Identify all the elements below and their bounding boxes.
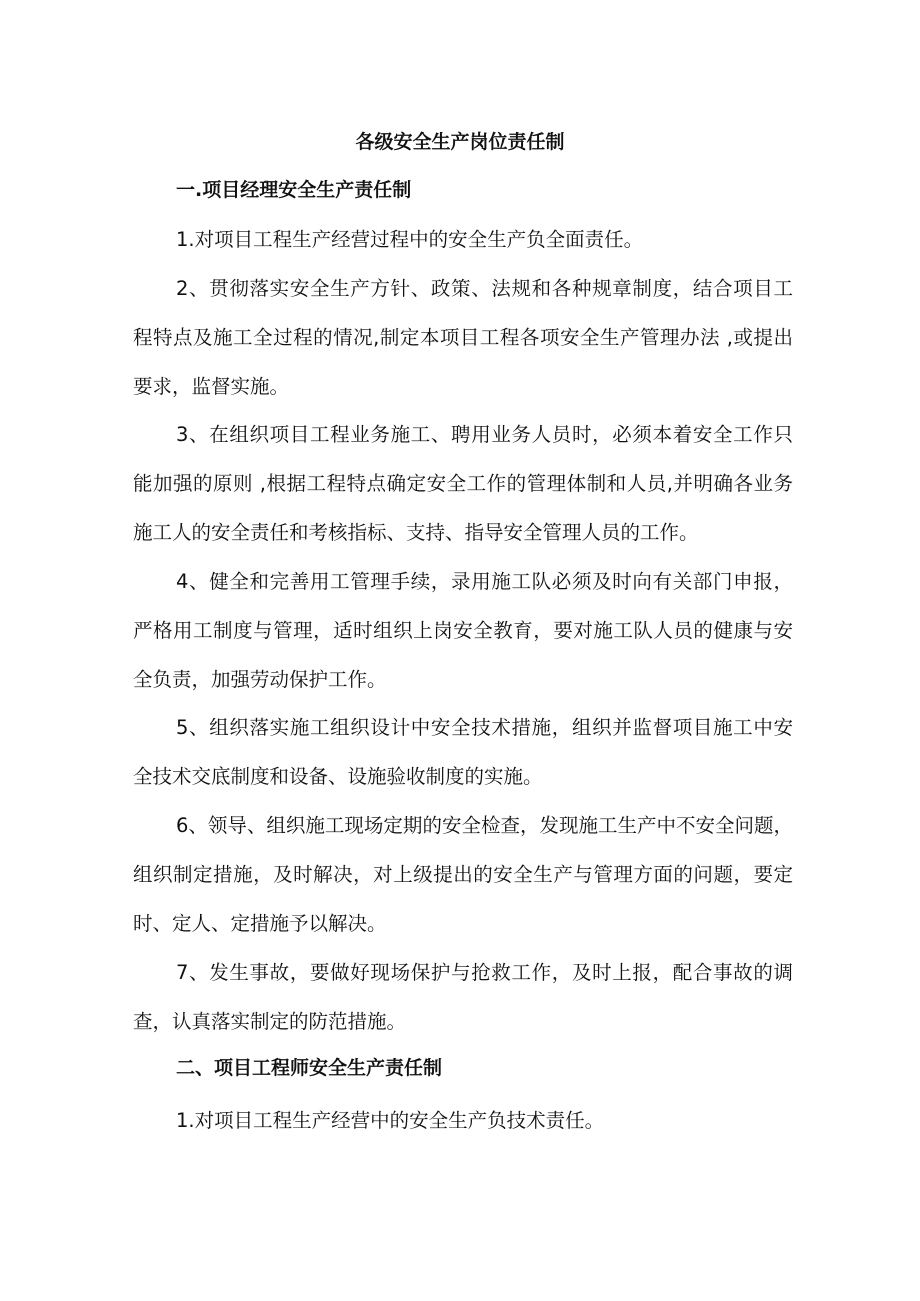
paragraph-line: 1.对项目工程生产经营中的安全生产负技术责任。: [176, 1109, 605, 1132]
paragraph-line: 3、在组织项目工程业务施工、聘用业务人员时，必须本着安全工作只: [176, 423, 793, 446]
paragraph-6: [133, 801, 793, 948]
paragraph-line: 1.对项目工程生产经营过程中的安全生产负全面责任。: [176, 228, 644, 251]
section-heading-project-manager: 一.项目经理安全生产责任制: [176, 179, 412, 201]
paragraph-line: 查，认真落实制定的防范措施。: [133, 1010, 407, 1033]
paragraph-line: 时、定人、定措施予以解决。: [133, 912, 387, 935]
paragraph-line: 7、发生事故，要做好现场保护与抢救工作，及时上报，配合事故的调: [176, 961, 793, 984]
section-heading-project-engineer: 二、项目工程师安全生产责任制: [176, 1057, 443, 1079]
paragraph-8: [133, 1096, 793, 1145]
paragraph-line: 4、健全和完善用工管理手续，录用施工队必须及时向有关部门申报，: [176, 570, 793, 593]
paragraph-line: 2、贯彻落实安全生产方针、政策、法规和各种规章制度，结合项目工: [176, 277, 793, 300]
paragraph-line: 全技术交底制度和设备、设施验收制度的实施。: [133, 765, 543, 788]
paragraph-line: 程特点及施工全过程的情况,制定本项目工程各项安全生产管理办法 ,或提出: [133, 326, 793, 349]
paragraph-line: 6、领导、组织施工现场定期的安全检查，发现施工生产中不安全问题，: [176, 814, 793, 837]
paragraph-line: 严格用工制度与管理，适时组织上岗安全教育，要对施工队人员的健康与安: [133, 619, 793, 642]
paragraph-7: [133, 948, 793, 1046]
paragraph-line: 要求，监督实施。: [133, 375, 290, 398]
paragraph-4: [133, 557, 793, 704]
paragraph-line: 能加强的原则 ,根据工程特点确定安全工作的管理体制和人员,并明确各业务: [133, 472, 793, 495]
paragraph-line: 5、组织落实施工组织设计中安全技术措施，组织并监督项目施工中安: [176, 716, 793, 739]
paragraph-line: 组织制定措施，及时解决，对上级提出的安全生产与管理方面的问题，要定: [133, 863, 793, 886]
document-title: 各级安全生产岗位责任制: [355, 131, 565, 153]
paragraph-3: [133, 410, 793, 557]
paragraph-5: [133, 703, 793, 801]
paragraph-2: [133, 264, 793, 411]
paragraph-1: [133, 215, 793, 264]
paragraph-line: 施工人的安全责任和考核指标、支持、指导安全管理人员的工作。: [133, 521, 699, 544]
paragraph-line: 全负责，加强劳动保护工作。: [133, 668, 387, 691]
